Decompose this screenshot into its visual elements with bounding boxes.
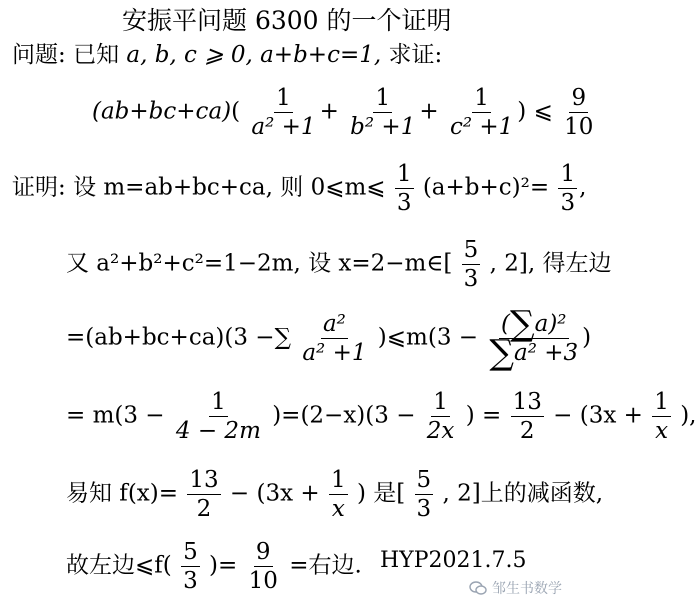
relation-sign: ⩽ bbox=[533, 98, 553, 125]
proof-line-6-b: )= bbox=[209, 552, 238, 579]
proof-label: 证明: bbox=[12, 174, 66, 201]
chat-bubble-icon bbox=[469, 579, 487, 597]
m-fraction: $\frac{1}{4 - 2m}$ bbox=[175, 389, 261, 445]
proof-line-4-c: ) = bbox=[465, 402, 502, 429]
f-five-thirds: $\frac{5}{3}$ bbox=[416, 467, 432, 523]
signature: HYP2021.7.5 bbox=[380, 548, 527, 573]
f-thirteen-halves: $\frac{13}{2}$ bbox=[189, 467, 219, 523]
proof-line-5 bbox=[66, 468, 603, 521]
one-over-x: $\frac{1}{x}$ bbox=[654, 389, 669, 445]
proof-line-3-mid: )⩽m(3 − bbox=[377, 324, 479, 351]
proof-line-4-b: )=(2−x)(3 − bbox=[272, 402, 416, 429]
rhs-fraction: $\frac{9}{10}$ bbox=[564, 85, 594, 141]
final-five-thirds: $\frac{5}{3}$ bbox=[183, 539, 198, 595]
proof-line-1: 证明: 设 m=ab+bc+ca, 则 0⩽m⩽ $\frac{1}{3}$ (a+b+c)²= $\frac{1}{3}$ , bbox=[12, 161, 587, 217]
x-fraction: $\frac{1}{2x}$ bbox=[426, 389, 455, 445]
five-thirds-fraction: $\frac{5}{3}$ bbox=[463, 237, 479, 293]
f-one-over-x: $\frac{1}{x}$ bbox=[330, 467, 346, 523]
thirteen-halves: $\frac{13}{2}$ bbox=[512, 389, 542, 445]
watermark bbox=[469, 578, 562, 598]
proof-line-4 bbox=[66, 390, 696, 443]
watermark-text: 邹生书数学 bbox=[492, 581, 562, 597]
proof-line-5-c: ) 是[ bbox=[356, 480, 406, 507]
proof-line-1-text: 设 m=ab+bc+ca, 则 0⩽m⩽ bbox=[73, 174, 386, 201]
proof-line-6-a: 故左边⩽f( bbox=[66, 552, 172, 579]
proof-line-4-a: = m(3 − bbox=[66, 402, 165, 429]
sum-fraction: $\frac{\text{a²}}{\text{a² +1}}$ bbox=[302, 311, 367, 367]
proof-line-1-tail: (a+b+c)²= bbox=[422, 174, 550, 201]
problem-given: 已知 bbox=[73, 42, 120, 68]
proof-line-4-e: ), bbox=[680, 402, 696, 429]
proof-line-5-d: , 2]上的减函数, bbox=[442, 480, 604, 507]
lhs-factor: (ab+bc+ca) bbox=[92, 98, 232, 125]
proof-line-6 bbox=[66, 540, 362, 593]
proof-line-6-c: =右边. bbox=[289, 552, 362, 579]
final-nine-tenths: $\frac{9}{10}$ bbox=[248, 539, 278, 595]
one-third-fraction: $\frac{1}{3}$ bbox=[396, 161, 412, 217]
problem-label: 问题: bbox=[12, 42, 66, 68]
proof-line-5-b: − (3x + bbox=[229, 480, 320, 507]
proof-line-3-text: =(ab+bc+ca)(3 −∑ bbox=[66, 324, 292, 351]
problem-statement bbox=[12, 44, 442, 67]
proof-line-2-tail: , 2], 得左边 bbox=[489, 250, 612, 277]
problem-prove: 求证: bbox=[388, 42, 443, 68]
problem-condition: a, b, c ⩾ 0, a+b+c=1, bbox=[126, 42, 382, 68]
target-inequality: (ab+bc+ca)( $\frac{1}{\text{a² +1}}$ + $\frac{1}{\text{b² +1}}$ + $\frac{1}{\text{c² +1}}$ ) ⩽ $\frac{9}{10}$ bbox=[92, 85, 594, 141]
proof-line-2-text: 又 a²+b²+c²=1−2m, 设 x=2−m∈[ bbox=[66, 250, 453, 277]
proof-line-2 bbox=[66, 238, 611, 291]
proof-line-3: =(ab+bc+ca)(3 −∑ $\frac{\text{a²}}{\text{a² +1}}$ )⩽m(3 − $\frac{\text{(∑a)²}}{\text{∑a² +3}}$ ) bbox=[66, 304, 592, 374]
proof-line-5-a: 易知 f(x)= bbox=[66, 480, 179, 507]
proof-line-4-d: − (3x + bbox=[553, 402, 643, 429]
fraction-term-a: $\frac{1}{\text{a² +1}}$ bbox=[251, 85, 316, 141]
fraction-term-c: $\frac{1}{\text{c² +1}}$ bbox=[449, 85, 514, 141]
document-title: 安振平问题 6300 的一个证明 bbox=[122, 6, 452, 35]
fraction-term-b: $\frac{1}{\text{b² +1}}$ bbox=[350, 85, 416, 141]
one-third-result: $\frac{1}{3}$ bbox=[560, 161, 576, 217]
sum-square-fraction: $\frac{\text{(∑a)²}}{\text{∑a² +3}}$ bbox=[489, 304, 579, 374]
